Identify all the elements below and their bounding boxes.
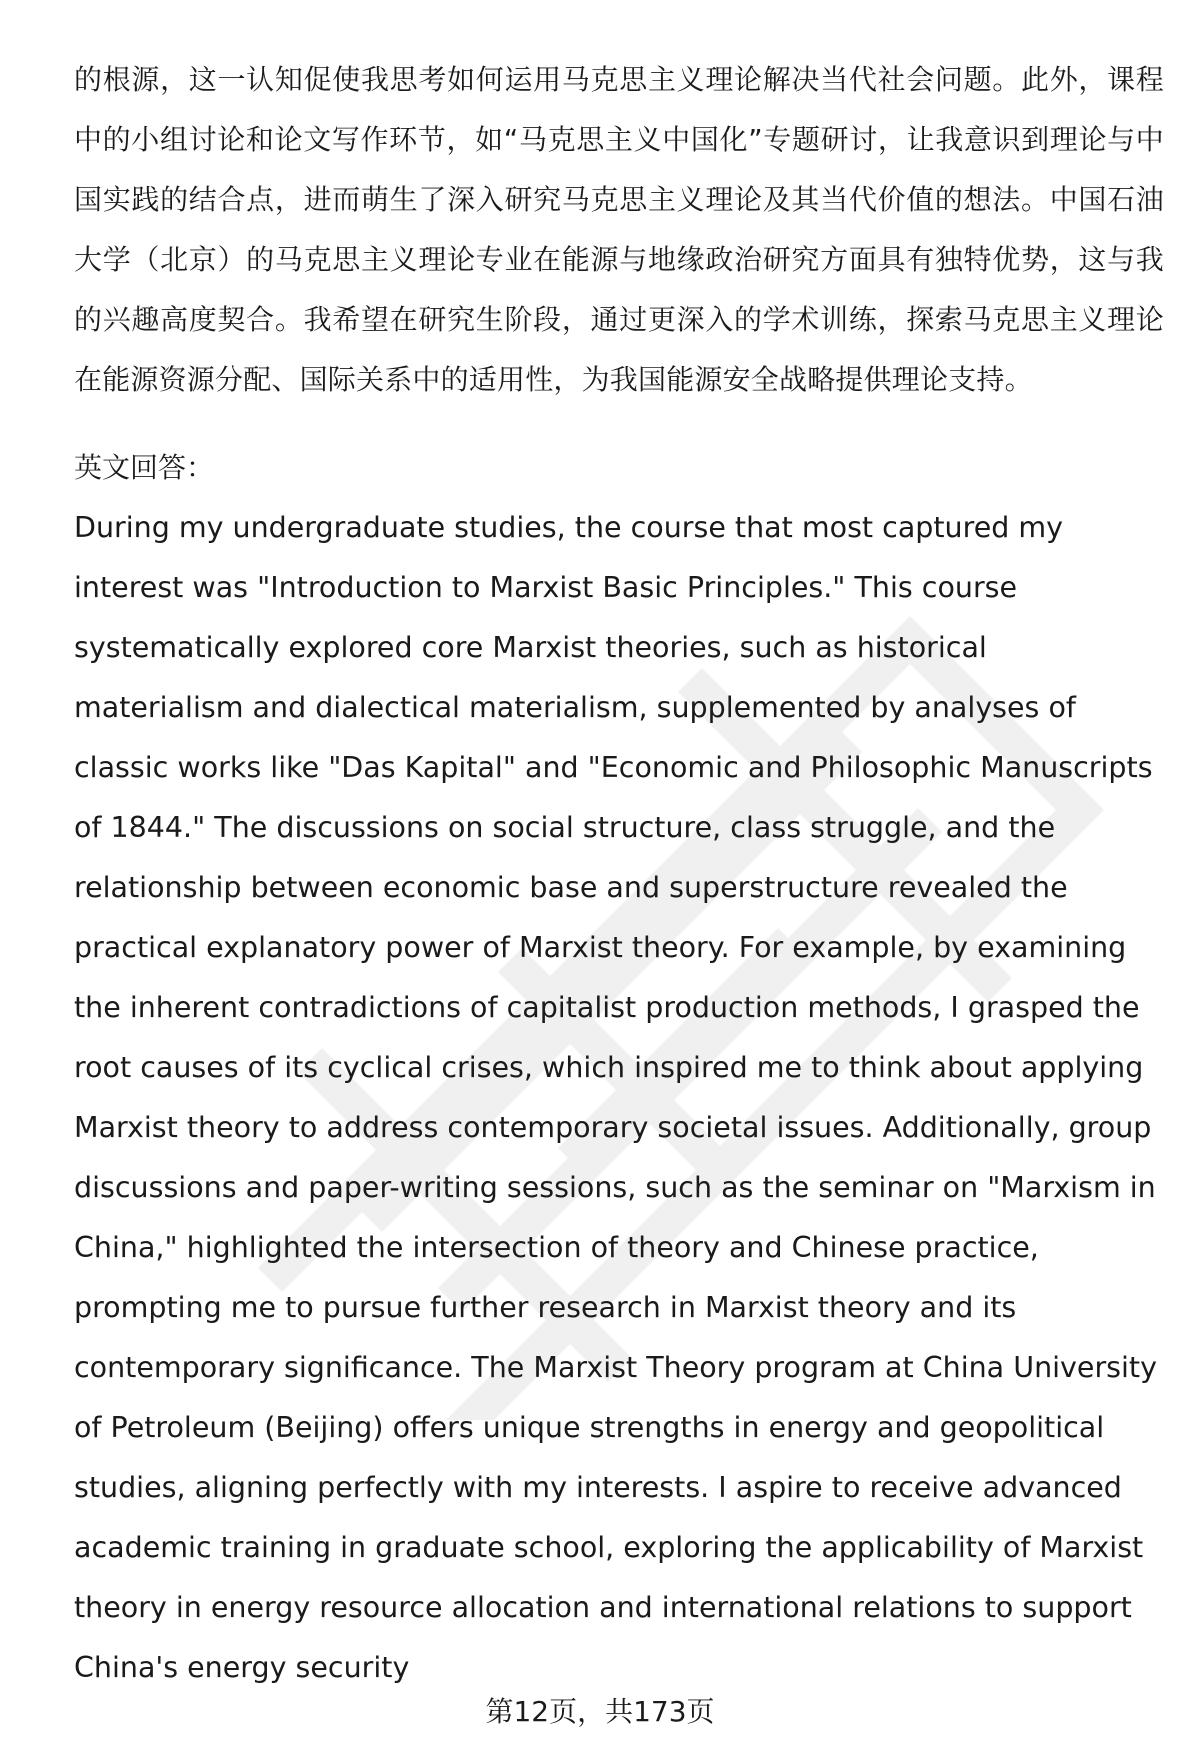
english-paragraph: During my undergraduate studies, the course that most captured my interest was "Introduction to Marxist Basic Principles." This course systematically explored core Marxist theories, such as historical materialism and dialectical materialism, supplemented by analyses of classic works like "Das Kapital" and "Economic and Philosophic Manuscripts of 1844." The discussions on social structure, class struggle, and the relationship between economic base and superstructure revealed the practical explanatory power of Marxist theory. For example, by examining the inherent contradictions of capitalist production methods, I grasped the root causes of its cyclical crises, which inspired me to think about applying Marxist theory to address contemporary societal issues. Additionally, group discussions and paper-writing sessions, such as the seminar on "Marxism in China," highlighted the intersection of theory and Chinese practice, prompting me to pursue further research in Marxist theory and its contemporary significance. The Marxist Theory program at China University of Petroleum (Beijing) offers unique strengths in energy and geopolitical studies, aligning perfectly with my interests. I aspire to receive advanced academic training in graduate school, exploring the applicability of Marxist theory in energy resource allocation and international relations to support China's energy security — [74, 511, 1157, 1684]
chinese-paragraph: 的根源，这一认知促使我思考如何运用马克思主义理论解决当代社会问题。此外，课程中的小组讨论和论文写作环节，如“马克思主义中国化”专题研讨，让我意识到理论与中国实践的结合点，进而萌生了深入研究马克思主义理论及其当代价值的想法。中国石油大学（北京）的马克思主义理论专业在能源与地缘政治研究方面具有独特优势，这与我的兴趣高度契合。我希望在研究生阶段，通过更深入的学术训练，探索马克思主义理论在能源资源分配、国际关系中的适用性，为我国能源安全战略提供理论支持。 — [74, 63, 1164, 396]
english-answer-label: 英文回答： — [74, 451, 215, 484]
document-body — [74, 50, 1164, 1698]
page-number: 第12页，共173页 — [485, 1695, 715, 1728]
